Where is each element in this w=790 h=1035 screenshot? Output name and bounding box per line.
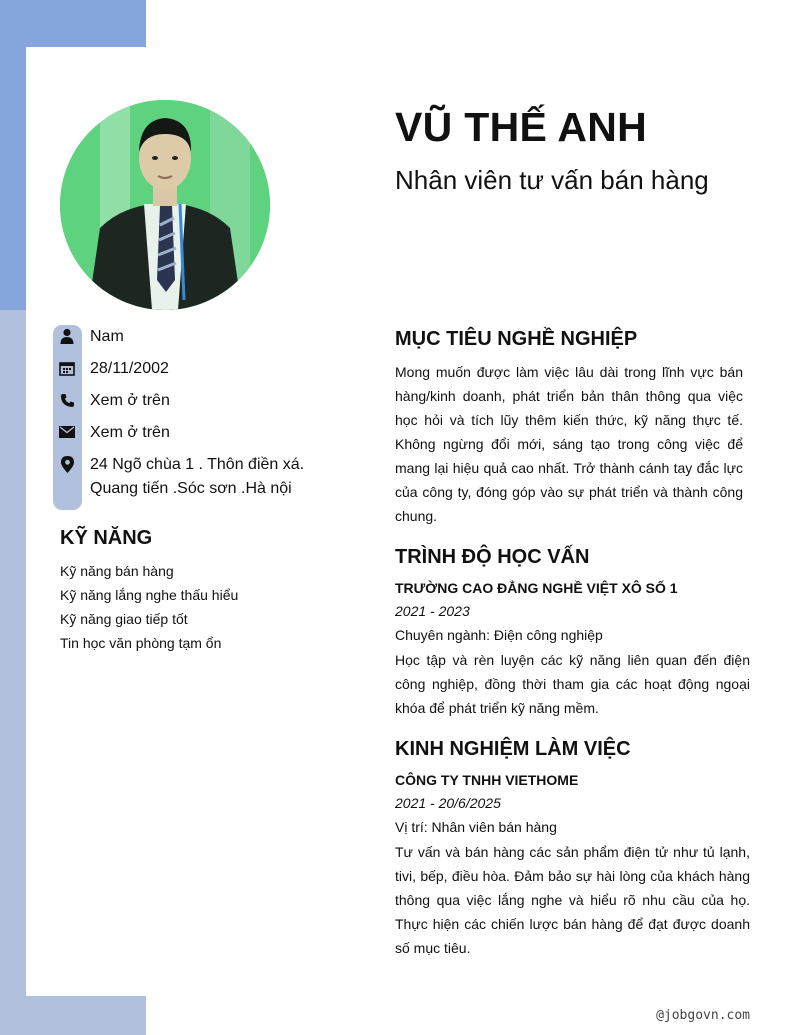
education-heading: TRÌNH ĐỘ HỌC VẤN <box>395 546 590 568</box>
decorative-bar-side <box>0 310 26 1035</box>
decorative-bar-bottom <box>0 996 146 1035</box>
experience-position: Vị trí: Nhân viên bán hàng <box>395 819 557 835</box>
education-major: Chuyên ngành: Điện công nghiệp <box>395 627 603 643</box>
experience-company: CÔNG TY TNHH VIETHOME <box>395 772 579 788</box>
candidate-title: Nhân viên tư vấn bán hàng <box>395 165 709 195</box>
candidate-name: VŨ THẾ ANH <box>395 104 648 150</box>
gender-value: Nam <box>90 328 124 345</box>
calendar-icon <box>56 357 78 379</box>
skill-item: Kỹ năng giao tiếp tốt <box>60 611 188 627</box>
experience-period: 2021 - 20/6/2025 <box>395 795 501 811</box>
skill-item: Kỹ năng lắng nghe thấu hiểu <box>60 587 239 603</box>
address-value: 24 Ngõ chùa 1 . Thôn điền xá. Quang tiến .Sóc sơn .Hà nội <box>90 456 305 497</box>
education-description: Học tập và rèn luyện các kỹ năng liên quan đến điện công nghiệp, đồng thời tham gia các hoạt động ngoại khóa để phát triển kỹ năng mềm. <box>395 652 750 716</box>
skill-item: Kỹ năng bán hàng <box>60 563 174 579</box>
phone-icon <box>56 389 78 411</box>
contact-email <box>56 421 356 445</box>
profile-photo <box>60 100 270 310</box>
skill-item: Tin học văn phòng tạm ổn <box>60 635 222 651</box>
phone-value: Xem ở trên <box>90 392 170 409</box>
contact-birthdate <box>56 357 356 381</box>
contact-gender <box>56 325 356 349</box>
footer-watermark: @jobgovn.com <box>656 1008 750 1023</box>
objective-text: Mong muốn được làm việc lâu dài trong lĩnh vực bán hàng/kinh doanh, phát triển bản thân thông qua việc học hỏi và tích lũy thêm kiến thức, kỹ năng thực tế. Không ngừng đổi mới, sáng tạo trong công việc để mang lại hiệu quả cao nhất. Trở thành cánh tay đắc lực của công ty, đóng góp vào sự phát triển và thành công chung. <box>395 364 743 524</box>
education-school: TRƯỜNG CAO ĐẲNG NGHỀ VIỆT XÔ SỐ 1 <box>395 580 678 596</box>
experience-description: Tư vấn và bán hàng các sản phẩm điện tử như tủ lạnh, tivi, bếp, điều hòa. Đảm bảo sự hài lòng của khách hàng thông qua việc lắng nghe và hiểu rõ nhu cầu của họ. Thực hiện các chiến lược bán hàng để đạt được doanh số mục tiêu. <box>395 844 750 956</box>
contact-address <box>56 453 356 501</box>
location-icon <box>56 453 78 475</box>
person-icon <box>56 325 78 347</box>
skills-heading: KỸ NĂNG <box>60 527 153 549</box>
experience-heading: KINH NGHIỆM LÀM VIỆC <box>395 738 631 760</box>
email-icon <box>56 421 78 443</box>
objective-heading: MỤC TIÊU NGHỀ NGHIỆP <box>395 328 638 350</box>
email-value: Xem ở trên <box>90 424 170 441</box>
birthdate-value: 28/11/2002 <box>90 360 169 377</box>
education-period: 2021 - 2023 <box>395 603 470 619</box>
contact-phone <box>56 389 356 413</box>
